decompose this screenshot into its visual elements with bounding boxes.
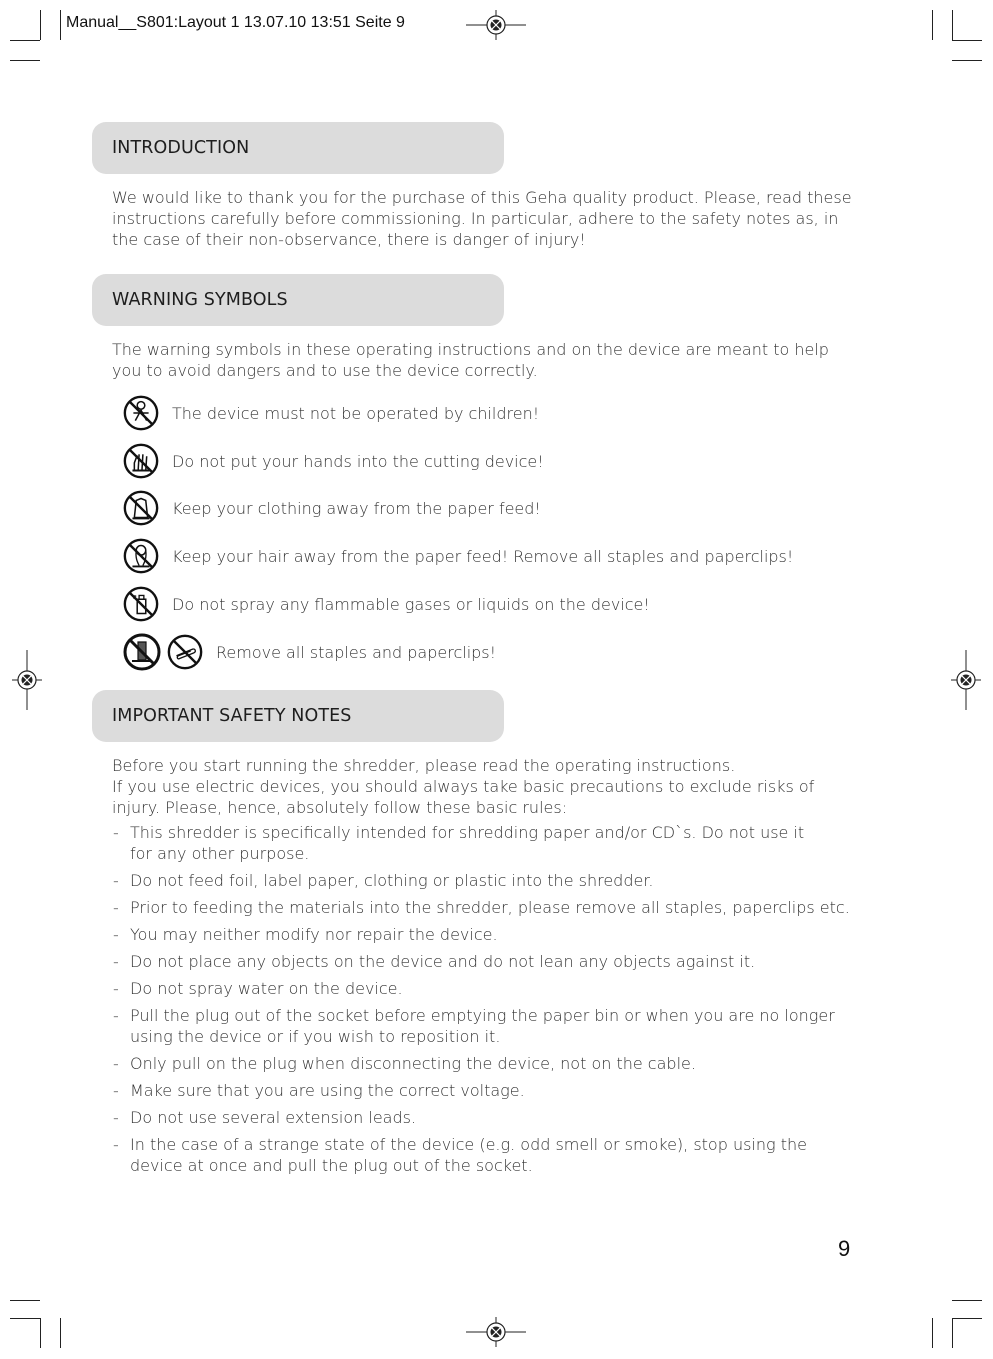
text-line: Before you start running the shredder, please read the operating instructions. (112, 756, 736, 775)
safety-notes-intro (112, 755, 882, 818)
list-item (112, 951, 850, 972)
text-line: the case of their non-observance, there is danger of injury! (112, 230, 586, 249)
no-clothing-icon (122, 489, 160, 527)
list-item (112, 897, 850, 918)
crop-mark (952, 10, 953, 40)
list-item (112, 822, 850, 864)
text-line: device at once and pull the plug out of the socket. (130, 1156, 533, 1175)
crop-mark (60, 1318, 61, 1348)
no-hair-icon (122, 537, 160, 575)
list-item (112, 1107, 850, 1128)
warning-item (122, 536, 793, 576)
warning-item-text: Remove all staples and paperclips! (216, 642, 497, 662)
no-paperclips-icon (166, 633, 204, 671)
no-children-icon (122, 394, 160, 432)
text-line: - In the case of a strange state of the device (e.g. odd smell or smoke), stop using the (130, 1135, 807, 1154)
no-staples-icon (122, 632, 162, 672)
introduction-heading: INTRODUCTION (112, 138, 250, 158)
text-line: - Make sure that you are using the correct voltage. (130, 1081, 525, 1100)
text-line: We would like to thank you for the purchase of this Geha quality product. Please, read these (112, 188, 852, 207)
crop-mark (952, 60, 982, 61)
warning-symbols-heading: WARNING SYMBOLS (112, 290, 288, 310)
warning-item-text: Keep your hair away from the paper feed! Remove all staples and paperclips! (172, 546, 794, 566)
registration-mark-icon (951, 650, 981, 710)
warning-item (122, 584, 650, 624)
list-item (112, 1005, 850, 1047)
no-hands-icon (122, 442, 160, 480)
text-line: - Do not spray water on the device. (130, 979, 403, 998)
warning-item-text: Keep your clothing away from the paper feed! (172, 498, 541, 518)
warning-item (122, 393, 539, 433)
text-line: for any other purpose. (130, 844, 310, 863)
crop-mark (10, 40, 40, 41)
print-slug: Manual__S801:Layout 1 13.07.10 13:51 Seite 9 (66, 14, 405, 31)
safety-rules-list (112, 822, 850, 1182)
text-line: - Prior to feeding the materials into the shredder, please remove all staples, paperclips etc. (130, 898, 850, 917)
list-item (112, 1053, 850, 1074)
text-line: - Only pull on the plug when disconnecting the device, not on the cable. (130, 1054, 696, 1073)
crop-mark (932, 1318, 933, 1348)
text-line: If you use electric devices, you should always take basic precautions to exclude risks of (112, 777, 815, 796)
text-line: you to avoid dangers and to use the device correctly. (112, 361, 538, 380)
list-item (112, 1134, 850, 1176)
warning-item (122, 488, 541, 528)
crop-mark (40, 10, 41, 40)
page-number: 9 (838, 1236, 851, 1261)
introduction-text (112, 187, 882, 250)
crop-mark (932, 10, 933, 40)
crop-mark (952, 1318, 982, 1319)
warning-item-text: Do not spray any flammable gases or liquids on the device! (172, 594, 650, 614)
registration-mark-icon (12, 650, 42, 710)
text-line: - Do not use several extension leads. (130, 1108, 417, 1127)
text-line: injury. Please, hence, absolutely follow these basic rules: (112, 798, 568, 817)
introduction-header (92, 122, 504, 174)
registration-mark-icon (466, 10, 526, 40)
warning-item-text: Do not put your hands into the cutting device! (172, 451, 544, 471)
list-item (112, 870, 850, 891)
crop-mark (10, 1300, 40, 1301)
crop-mark (40, 1318, 41, 1348)
warning-symbols-intro (112, 339, 882, 381)
crop-mark (952, 40, 982, 41)
no-spray-icon (122, 585, 160, 623)
text-line: - This shredder is specifically intended for shredding paper and/or CD`s. Do not use it (130, 823, 805, 842)
text-line: - Pull the plug out of the socket before emptying the paper bin or when you are no longer (130, 1006, 835, 1025)
text-line: - You may neither modify nor repair the device. (130, 925, 498, 944)
registration-mark-icon (466, 1317, 526, 1347)
warning-item (122, 441, 544, 481)
warning-item (122, 632, 496, 672)
text-line: The warning symbols in these operating instructions and on the device are meant to help (112, 340, 829, 359)
warning-item-text: The device must not be operated by children! (172, 403, 540, 423)
crop-mark (10, 1318, 40, 1319)
safety-notes-heading: IMPORTANT SAFETY NOTES (112, 706, 352, 726)
list-item (112, 1080, 850, 1101)
text-line: using the device or if you wish to reposition it. (130, 1027, 501, 1046)
text-line: - Do not feed foil, label paper, clothing or plastic into the shredder. (130, 871, 654, 890)
crop-mark (952, 1318, 953, 1348)
warning-symbols-header (92, 274, 504, 326)
crop-mark (10, 60, 40, 61)
crop-mark (952, 1300, 982, 1301)
list-item (112, 978, 850, 999)
crop-mark (60, 10, 61, 40)
list-item (112, 924, 850, 945)
text-line: instructions carefully before commissioning. In particular, adhere to the safety notes as, in (112, 209, 839, 228)
safety-notes-header (92, 690, 504, 742)
text-line: - Do not place any objects on the device and do not lean any objects against it. (130, 952, 756, 971)
